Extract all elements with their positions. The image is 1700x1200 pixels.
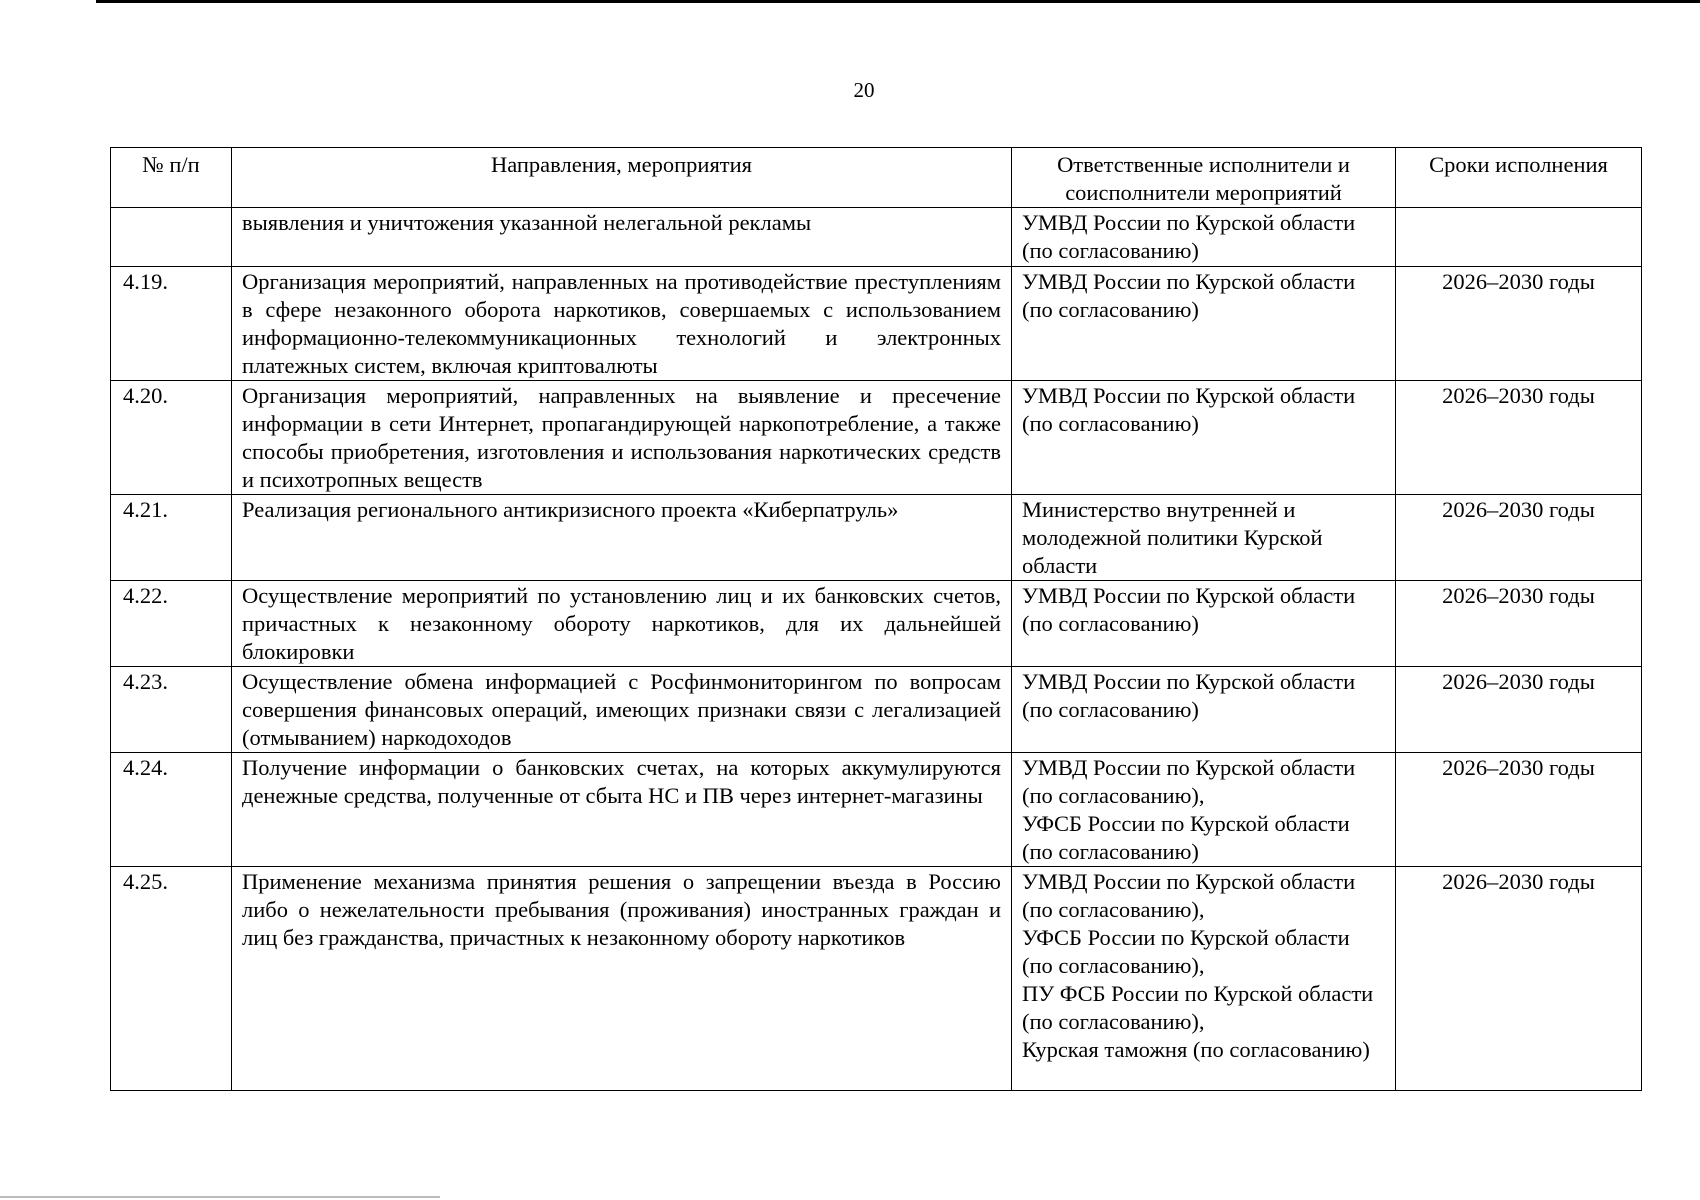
row-responsible: [1012, 581, 1396, 667]
responsible-entry: УМВД России по Курской области (по согласованию): [1022, 669, 1356, 722]
responsible-entry: УФСБ России по Курской области (по согласованию): [1022, 811, 1350, 864]
row-term: 2026–2030 годы: [1396, 495, 1642, 581]
responsible-entry: УМВД России по Курской области (по согласованию): [1022, 383, 1356, 436]
row-responsible: [1012, 267, 1396, 381]
row-responsible: [1012, 495, 1396, 581]
responsible-entry: УМВД России по Курской области (по согласованию),: [1022, 755, 1356, 808]
table-header-row: [111, 148, 1642, 208]
row-term: 2026–2030 годы: [1396, 867, 1642, 1091]
row-number: 4.25.: [111, 867, 232, 1091]
row-activity: Осуществление мероприятий по установлению лиц и их банковских счетов, причастных к незаконному обороту наркотиков, для их дальнейшей блокировки: [232, 581, 1012, 667]
row-number: 4.21.: [111, 495, 232, 581]
responsible-entry: ПУ ФСБ России по Курской области (по согласованию),: [1022, 981, 1374, 1034]
header-activity: Направления, мероприятия: [232, 148, 1012, 208]
responsible-entry: Курская таможня (по согласованию): [1022, 1037, 1370, 1062]
responsible-entry: Министерство внутренней и молодежной политики Курской области: [1022, 497, 1323, 578]
row-term: 2026–2030 годы: [1396, 753, 1642, 867]
table-row: [111, 581, 1642, 667]
page-number: 20: [853, 78, 875, 102]
scan-edge-mark: [0, 1196, 440, 1198]
row-term: 2026–2030 годы: [1396, 667, 1642, 753]
header-number: № п/п: [111, 148, 232, 208]
row-activity: Осуществление обмена информацией с Росфинмониторингом по вопросам совершения финансовых операций, имеющих признаки связи с легализацией (отмыванием) наркодоходов: [232, 667, 1012, 753]
responsible-entry: УФСБ России по Курской области (по согласованию),: [1022, 925, 1350, 978]
table-row: [111, 753, 1642, 867]
row-term: 2026–2030 годы: [1396, 581, 1642, 667]
table-row: [111, 495, 1642, 581]
table-row: [111, 381, 1642, 495]
row-activity: выявления и уничтожения указанной нелегальной рекламы: [232, 208, 1012, 267]
top-border-line: [96, 0, 1700, 3]
row-term: 2026–2030 годы: [1396, 381, 1642, 495]
row-responsible: [1012, 381, 1396, 495]
header-responsible: Ответственные исполнители и соисполнители мероприятий: [1012, 148, 1396, 208]
responsible-entry: УМВД России по Курской области (по согласованию): [1022, 269, 1356, 322]
responsible-entry: УМВД России по Курской области (по согласованию),: [1022, 869, 1356, 922]
row-activity: Реализация регионального антикризисного проекта «Киберпатруль»: [232, 495, 1012, 581]
row-activity: Организация мероприятий, направленных на выявление и пресечение информации в сети Интернет, пропагандирующей наркопотребление, а также способы приобретения, изготовления и использования наркотических средств и психотропных веществ: [232, 381, 1012, 495]
responsible-entry: УМВД России по Курской области (по согласованию): [1022, 210, 1356, 263]
table-row: [111, 667, 1642, 753]
row-responsible: [1012, 667, 1396, 753]
row-responsible: [1012, 208, 1396, 267]
header-term: Сроки исполнения: [1396, 148, 1642, 208]
table-row: [111, 867, 1642, 1091]
row-activity: Применение механизма принятия решения о запрещении въезда в Россию либо о нежелательности пребывания (проживания) иностранных граждан и лиц без гражданства, причастных к незаконному обороту наркотиков: [232, 867, 1012, 1091]
row-term: 2026–2030 годы: [1396, 267, 1642, 381]
row-activity: Организация мероприятий, направленных на противодействие преступлениям в сфере незаконного оборота наркотиков, совершаемых с использованием информационно-телекоммуникационных технологий и электронных платежных систем, включая криптовалюты: [232, 267, 1012, 381]
responsible-entry: УМВД России по Курской области (по согласованию): [1022, 583, 1356, 636]
row-term: [1396, 208, 1642, 267]
row-responsible: [1012, 867, 1396, 1091]
row-number: 4.22.: [111, 581, 232, 667]
row-number: 4.20.: [111, 381, 232, 495]
row-number: 4.19.: [111, 267, 232, 381]
table-row: [111, 267, 1642, 381]
table-row: [111, 208, 1642, 267]
row-number: 4.23.: [111, 667, 232, 753]
row-activity: Получение информации о банковских счетах, на которых аккумулируются денежные средства, полученные от сбыта НС и ПВ через интернет-магазины: [232, 753, 1012, 867]
row-responsible: [1012, 753, 1396, 867]
activities-table: [110, 147, 1642, 1091]
row-number: 4.24.: [111, 753, 232, 867]
row-number: [111, 208, 232, 267]
